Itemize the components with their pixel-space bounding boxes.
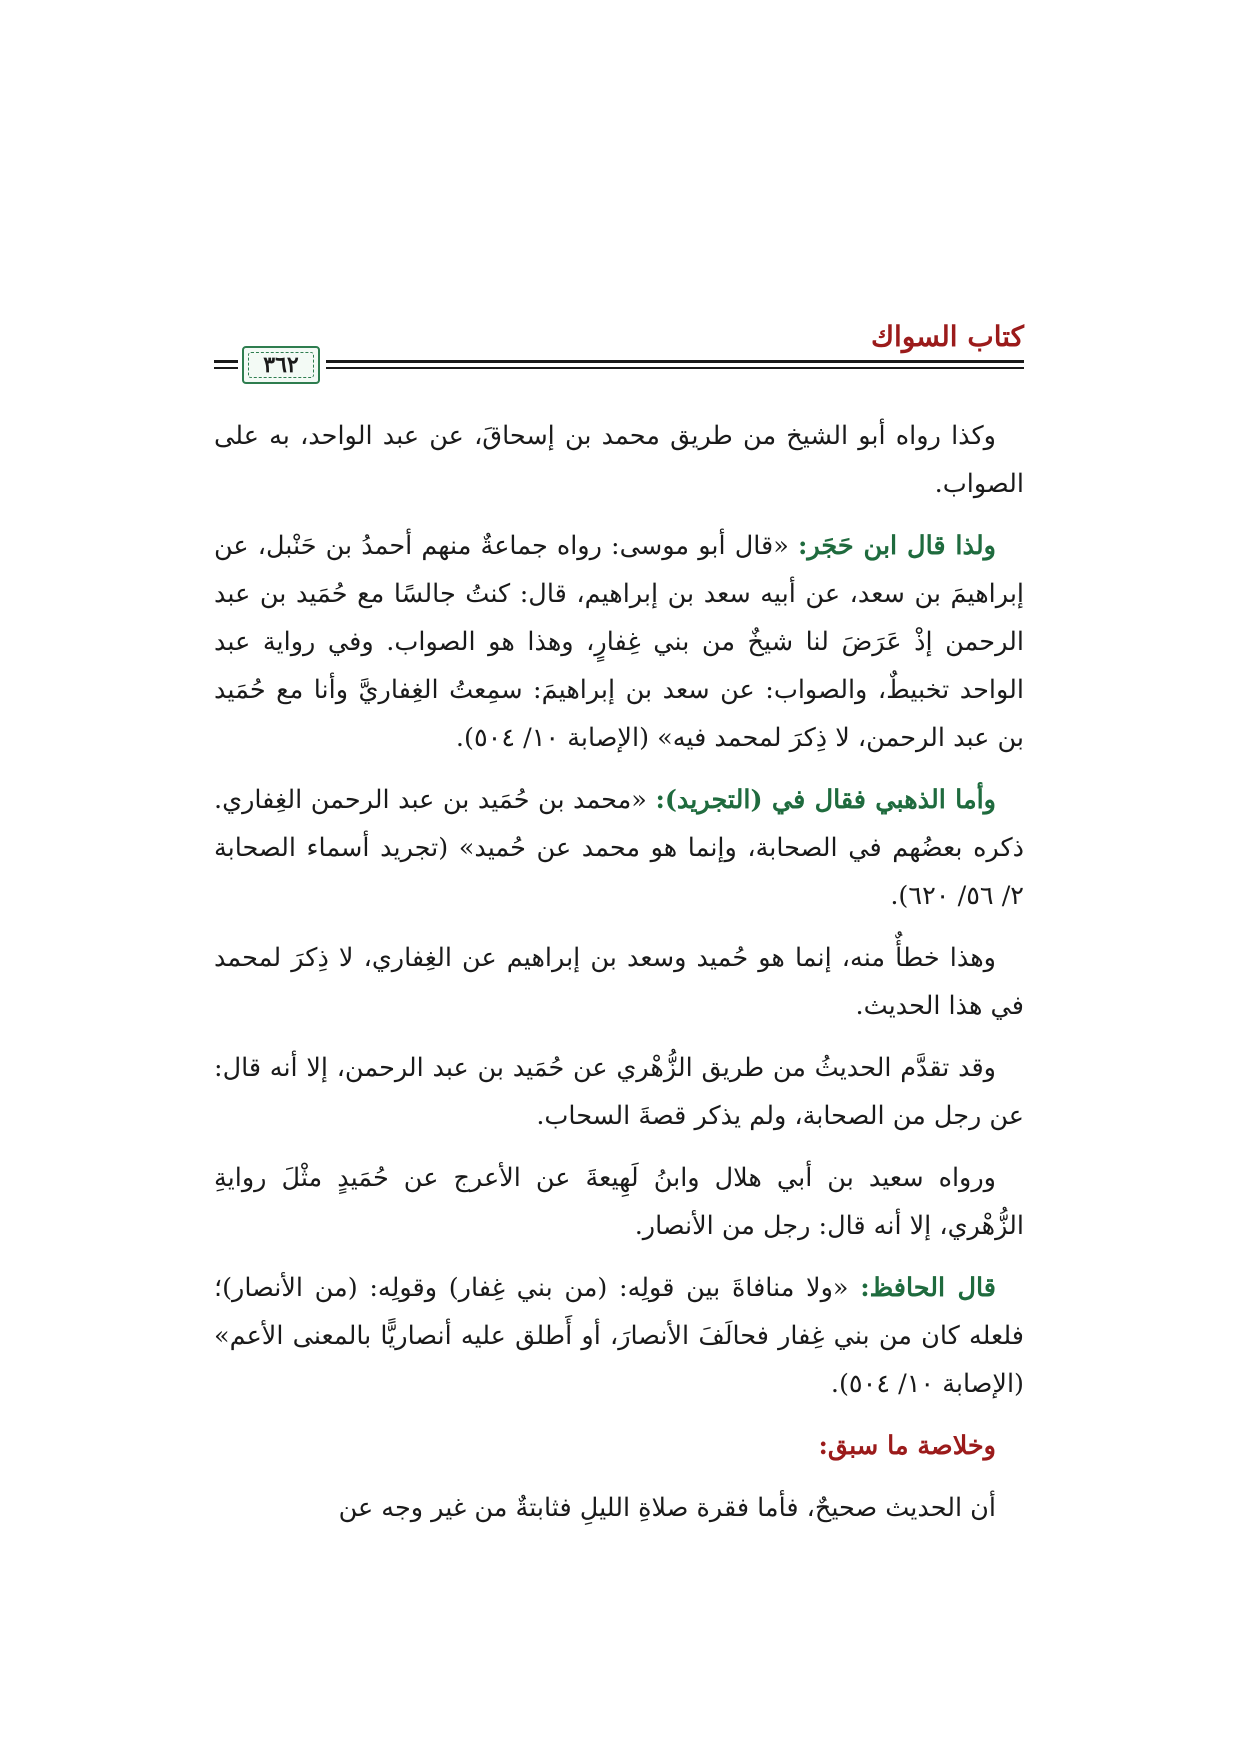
page-body — [214, 412, 1024, 1546]
paragraph-6 — [214, 1154, 1024, 1250]
summary-heading: وخلاصة ما سبق: — [818, 1431, 996, 1461]
final-paragraph: أن الحديث صحيحٌ، فأما فقرة صلاةِ الليلِ فثابتةٌ من غير وجه عن — [338, 1493, 996, 1523]
paragraph-text: «قال أبو موسى: رواه جماعةٌ منهم أحمدُ بن حَنْبل، عن إبراهيمَ بن سعد، عن أبيه سعد بن إبراهيم، قال: كنتُ جالسًا مع حُمَيد بن عبد الرحمن إذْ عَرَضَ لنا شيخٌ من بني غِفارٍ، وهذا هو الصواب. وفي رواية عبد الواحد تخبيطٌ، والصواب: عن سعد بن إبراهيمَ: سمِعتُ الغِفاريَّ وأنا مع حُمَيد بن عبد الرحمن، لا ذِكرَ لمحمد فيه» (الإصابة ١٠/ ٥٠٤). — [214, 531, 1024, 753]
header-rule-thin — [326, 367, 1024, 369]
paragraph-text: وقد تقدَّم الحديثُ من طريق الزُّهْري عن حُمَيد بن عبد الرحمن، إلا أنه قال: عن رجل من الصحابة، ولم يذكر قصةَ السحاب. — [214, 1053, 1024, 1131]
paragraph-lead: ولذا قال ابن حَجَر: — [797, 531, 996, 561]
page-number: ٣٦٢ — [248, 352, 314, 378]
paragraph-lead: قال الحافظ: — [860, 1273, 997, 1303]
header-rule-thick — [326, 360, 1024, 363]
paragraph-2 — [214, 522, 1024, 762]
paragraph-lead: وأما الذهبي فقال في (التجريد): — [655, 785, 996, 815]
paragraph-text: وهذا خطأٌ منه، إنما هو حُميد وسعد بن إبراهيم عن الغِفاري، لا ذِكرَ لمحمد في هذا الحديث. — [214, 943, 1024, 1021]
paragraph-7 — [214, 1264, 1024, 1408]
header-rule-left-thin — [214, 367, 238, 369]
paragraph-3 — [214, 776, 1024, 920]
paragraph-text: «محمد بن حُمَيد بن عبد الرحمن الغِفاري. ذكره بعضُهم في الصحابة، وإنما هو محمد عن حُميد» (تجريد أسماء الصحابة ٢/ ٥٦/ ٦٢٠). — [214, 785, 1024, 911]
paragraph-text: «ولا منافاةَ بين قولِه: (من بني غِفار) وقولِه: (من الأنصار)؛ فلعله كان من بني غِفار فحالَفَ الأنصارَ، أو أَطلق عليه أنصاريًّا بالمعنى الأعم» (الإصابة ١٠/ ٥٠٤). — [214, 1273, 1024, 1399]
book-title: كتاب السواك — [870, 320, 1024, 353]
header-rule-left-thick — [214, 360, 238, 363]
page-header — [214, 312, 1024, 402]
paragraph-4 — [214, 934, 1024, 1030]
paragraph-1 — [214, 412, 1024, 508]
page-number-badge — [242, 346, 320, 384]
paragraph-text: وكذا رواه أبو الشيخ من طريق محمد بن إسحاقَ، عن عبد الواحد، به على الصواب. — [214, 421, 1024, 499]
paragraph-text: ورواه سعيد بن أبي هلال وابنُ لَهِيعةَ عن الأعرج عن حُمَيدٍ مثْلَ روايةِ الزُّهْري، إلا أنه قال: رجل من الأنصار. — [214, 1163, 1024, 1241]
paragraph-5 — [214, 1044, 1024, 1140]
